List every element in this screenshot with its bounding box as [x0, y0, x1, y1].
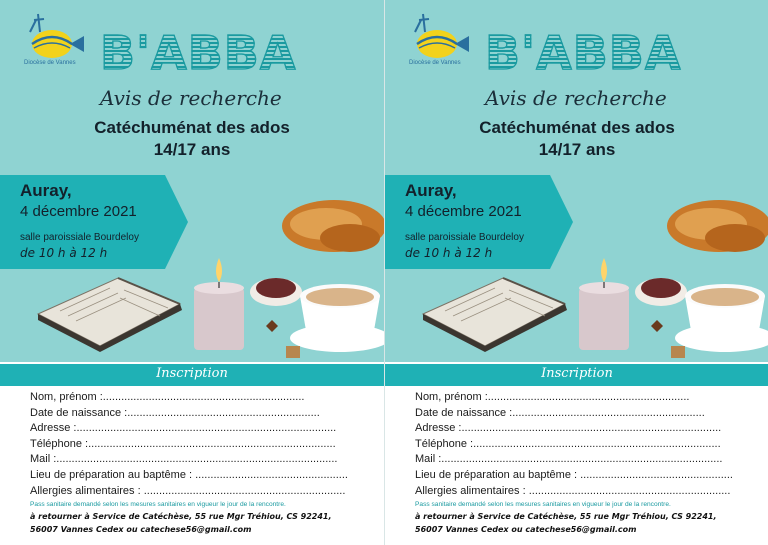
- field-allergies[interactable]: Allergies alimentaires : ..................................................................: [415, 484, 731, 497]
- field-birthdate[interactable]: Date de naissance :...............................................................: [30, 406, 320, 419]
- brand-title: B'ABBA: [485, 26, 682, 80]
- field-address[interactable]: Adresse :.....................................................................................: [415, 422, 722, 435]
- event-age: 14/17 ans: [538, 140, 616, 159]
- field-mail[interactable]: Mail :............................................................................................: [30, 453, 338, 466]
- sanitary-pass-note: Pass sanitaire demandé selon les mesures sanitaires en vigueur le jour de la rencontre.: [415, 501, 671, 508]
- field-phone[interactable]: Téléphone :.................................................................................: [415, 437, 721, 450]
- inscription-title: Inscription: [156, 366, 228, 381]
- inscription-title: Inscription: [541, 366, 613, 381]
- event-hours: de 10 h à 12 h: [20, 246, 108, 260]
- return-address-line1: à retourner à Service de Catéchèse, 55 rue Mgr Tréhiou, CS 92241,: [415, 512, 717, 521]
- event-date: 4 décembre 2021: [20, 203, 137, 220]
- tagline: Avis de recherche: [100, 86, 282, 110]
- event-hours: de 10 h à 12 h: [405, 246, 493, 260]
- logo-caption: Diocèse de Vannes: [24, 60, 76, 66]
- flyer-header: [0, 0, 384, 362]
- return-address-line2: 56007 Vannes Cedex ou catechese56@gmail.com: [415, 525, 637, 534]
- sanitary-pass-note: Pass sanitaire demandé selon les mesures sanitaires en vigueur le jour de la rencontre.: [30, 501, 286, 508]
- field-name[interactable]: Nom, prénom :..................................................................: [30, 391, 305, 403]
- brand-title: B'ABBA: [100, 26, 297, 80]
- return-address-line1: à retourner à Service de Catéchèse, 55 rue Mgr Tréhiou, CS 92241,: [30, 512, 332, 521]
- registration-form: [30, 390, 380, 499]
- field-phone[interactable]: Téléphone :.................................................................................: [30, 437, 336, 450]
- event-city: Auray,: [20, 181, 72, 200]
- field-address[interactable]: Adresse :.....................................................................................: [30, 422, 337, 435]
- field-baptism-place[interactable]: Lieu de préparation au baptême : ..................................................: [415, 468, 733, 481]
- event-place: salle paroissiale Bourdeloy: [20, 232, 139, 243]
- event-title: Catéchuménat des ados: [479, 118, 675, 137]
- event-date: 4 décembre 2021: [405, 203, 522, 220]
- tagline: Avis de recherche: [485, 86, 667, 110]
- flyer-right: [384, 0, 768, 545]
- event-city: Auray,: [405, 181, 457, 200]
- field-birthdate[interactable]: Date de naissance :...............................................................: [415, 406, 705, 419]
- event-age: 14/17 ans: [153, 140, 231, 159]
- event-title: Catéchuménat des ados: [94, 118, 290, 137]
- field-mail[interactable]: Mail :............................................................................................: [415, 453, 723, 466]
- event-place: salle paroissiale Bourdeloy: [405, 232, 524, 243]
- field-allergies[interactable]: Allergies alimentaires : ..................................................................: [30, 484, 346, 497]
- return-address-line2: 56007 Vannes Cedex ou catechese56@gmail.com: [30, 525, 252, 534]
- logo-caption: Diocèse de Vannes: [409, 60, 461, 66]
- registration-form: [415, 390, 765, 499]
- field-name[interactable]: Nom, prénom :..................................................................: [415, 391, 690, 403]
- flyer-header: [385, 0, 768, 362]
- field-baptism-place[interactable]: Lieu de préparation au baptême : ..................................................: [30, 468, 348, 481]
